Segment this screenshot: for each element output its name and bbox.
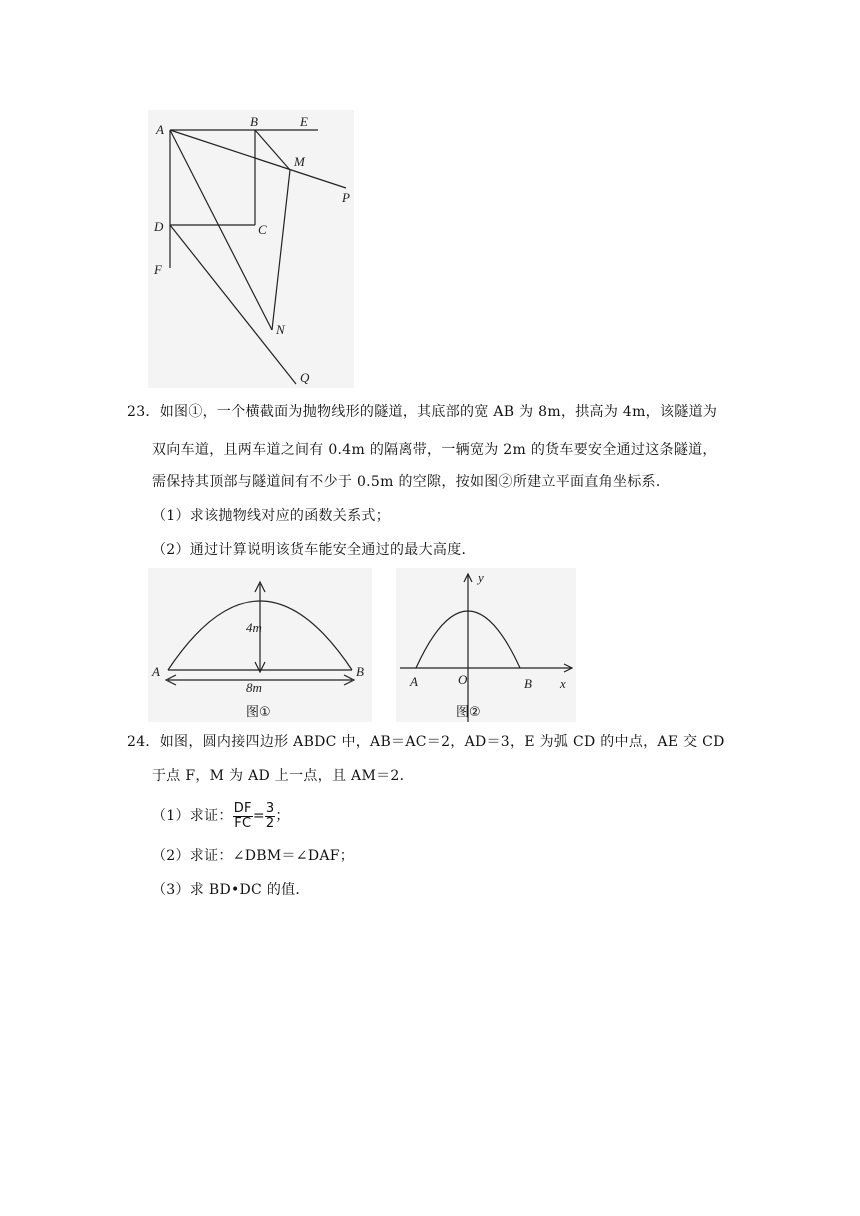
q24-part2: （2）求证：∠DBM＝∠DAF；: [152, 848, 355, 864]
fig1-height-label: 4m: [246, 620, 262, 635]
fraction-df-fc: [233, 802, 253, 831]
q24-part3: （3）求 BD•DC 的值．: [152, 882, 310, 898]
tunnel-figure-2-coordinate: [396, 568, 578, 724]
q24-line1: 24．如图，圆内接四边形 ABDC 中，AB＝AC＝2，AD＝3，E 为弧 CD 的中点，AE 交 CD: [127, 734, 725, 750]
label-Q: Q: [300, 370, 310, 385]
fig2-caption: 图②: [456, 705, 481, 720]
label-C: C: [258, 222, 267, 237]
fig2-label-y: y: [478, 570, 484, 585]
label-F: F: [154, 262, 162, 277]
q24-part1: [152, 800, 290, 832]
fraction-denominator: 2: [265, 815, 275, 831]
fig2-label-O: O: [458, 672, 468, 687]
fig1-width-label: 8m: [246, 680, 262, 695]
label-A: A: [156, 122, 164, 137]
q23-line2: 双向车道，且两车道之间有 0.4m 的隔离带，一辆宽为 2m 的货车要安全通过这条隧道，: [152, 442, 717, 458]
q24-part1-prefix: （1）求证：: [152, 808, 233, 824]
equals-sign: =: [252, 808, 265, 824]
q23-line1: 23．如图①，一个横截面为抛物线形的隧道，其底部的宽 AB 为 8m，拱高为 4m，该隧道为: [127, 404, 718, 420]
fraction-numerator: 3: [265, 800, 275, 816]
label-E: E: [300, 114, 308, 129]
fig2-label-B: B: [524, 676, 532, 691]
fig1-caption: 图①: [246, 705, 271, 720]
q23-part1: （1）求该抛物线对应的函数关系式；: [152, 508, 391, 524]
label-M: M: [294, 154, 305, 169]
tunnel-figure-1: [148, 568, 374, 724]
fraction-numerator: DF: [233, 800, 252, 816]
geometry-figure-22: [148, 110, 358, 390]
fig1-label-A: A: [152, 664, 160, 679]
label-P: P: [342, 190, 350, 205]
fig1-label-B: B: [356, 664, 364, 679]
label-N: N: [276, 322, 285, 337]
q24-line2: 于点 F，M 为 AD 上一点，且 AM＝2．: [152, 768, 414, 784]
fraction-3-2: [265, 802, 276, 831]
q23-line3: 需保持其顶部与隧道间有不少于 0.5m 的空隙，按如图②所建立平面直角坐标系．: [152, 474, 671, 490]
fraction-denominator: FC: [234, 815, 252, 831]
fig2-label-A: A: [410, 674, 418, 689]
label-D: D: [154, 219, 164, 234]
q23-part2: （2）通过计算说明该货车能安全通过的最大高度．: [152, 542, 476, 558]
q24-part1-suffix: ；: [275, 808, 290, 824]
label-B: B: [250, 114, 258, 129]
fig2-label-x: x: [560, 676, 566, 691]
